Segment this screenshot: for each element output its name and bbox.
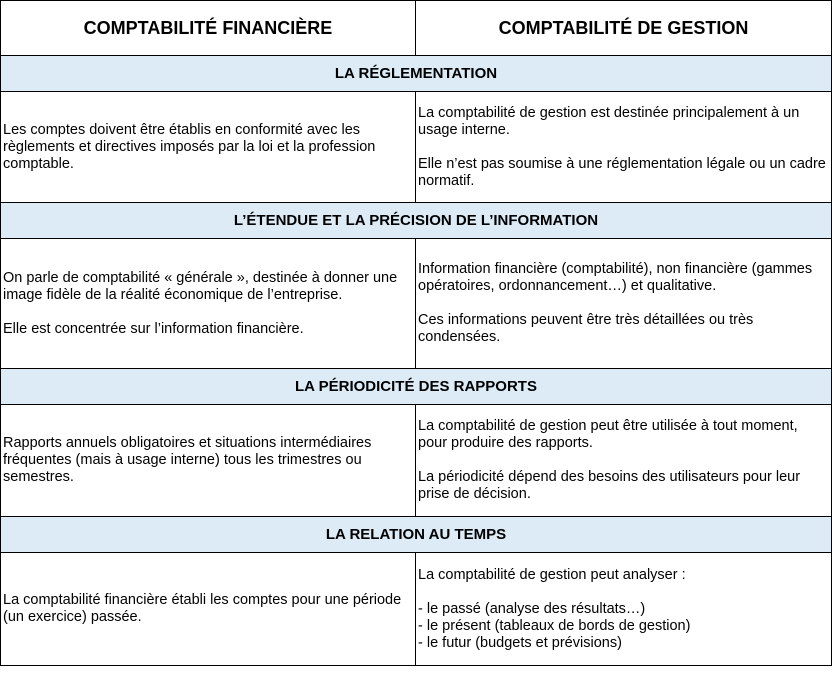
table-row <box>1 405 832 517</box>
section-header-row <box>1 56 832 92</box>
cell-gestion-etendue <box>416 239 832 369</box>
paragraph: La périodicité dépend des besoins des utilisateurs pour leur prise de décision. <box>418 469 801 502</box>
paragraph: La comptabilité financière établi les comptes pour une période (un exercice) passée. <box>3 592 402 625</box>
paragraph: Information financière (comptabilité), non financière (gammes opératoires, ordonnancement…) et qualitative. <box>418 261 813 294</box>
section-title-periodicite: LA PÉRIODICITÉ DES RAPPORTS <box>1 369 832 405</box>
paragraph: Ces informations peuvent être très détaillées ou très condensées. <box>418 312 754 345</box>
paragraph: Rapports annuels obligatoires et situations intermédiaires fréquentes (mais à usage interne) tous les trimestres ou semestres. <box>3 435 372 485</box>
cell-gestion-periodicite <box>416 405 832 517</box>
time-list <box>418 601 829 652</box>
section-title-reglementation: LA RÉGLEMENTATION <box>1 56 832 92</box>
table-row <box>1 553 832 666</box>
section-title-relation-temps: LA RELATION AU TEMPS <box>1 517 832 553</box>
table-row <box>1 92 832 203</box>
list-item: - le futur (budgets et prévisions) <box>418 634 622 651</box>
table-row <box>1 239 832 369</box>
cell-financiere-reglementation <box>1 92 416 203</box>
list-item: - le présent (tableaux de bords de gestion) <box>418 617 691 634</box>
cell-financiere-relation-temps <box>1 553 416 666</box>
column-header-financiere: COMPTABILITÉ FINANCIÈRE <box>1 1 416 56</box>
cell-financiere-periodicite <box>1 405 416 517</box>
section-title-etendue: L’ÉTENDUE ET LA PRÉCISION DE L’INFORMATION <box>1 203 832 239</box>
paragraph: La comptabilité de gestion est destinée principalement à un usage interne. <box>418 104 800 138</box>
column-header-gestion: COMPTABILITÉ DE GESTION <box>416 1 832 56</box>
cell-gestion-reglementation <box>416 92 832 203</box>
paragraph: Elle est concentrée sur l’information financière. <box>3 320 304 337</box>
cell-financiere-etendue <box>1 239 416 369</box>
paragraph: La comptabilité de gestion peut analyser : <box>418 566 686 583</box>
section-header-row <box>1 203 832 239</box>
list-item: - le passé (analyse des résultats…) <box>418 600 646 617</box>
paragraph: Elle n’est pas soumise à une réglementation légale ou un cadre normatif. <box>418 155 826 189</box>
paragraph: On parle de comptabilité « générale », destinée à donner une image fidèle de la réalité économique de l’entreprise. <box>3 269 398 303</box>
section-header-row <box>1 517 832 553</box>
section-header-row <box>1 369 832 405</box>
paragraph: La comptabilité de gestion peut être utilisée à tout moment, pour produire des rapports. <box>418 418 798 451</box>
paragraph: Les comptes doivent être établis en conformité avec les règlements et directives imposés par la loi et la profession comptable. <box>3 121 376 172</box>
cell-gestion-relation-temps <box>416 553 832 666</box>
header-row <box>1 1 832 56</box>
